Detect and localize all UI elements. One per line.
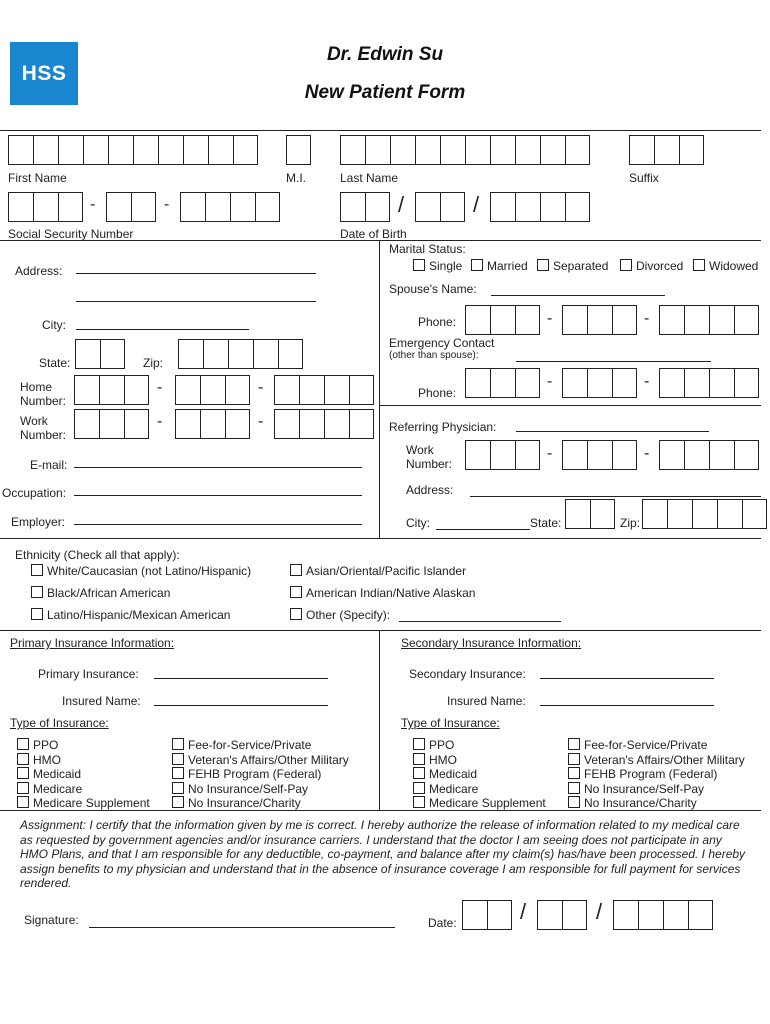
work-dash-1: - — [157, 413, 163, 430]
dob-label: Date of Birth — [340, 227, 407, 241]
divider — [379, 405, 761, 406]
divider — [0, 130, 761, 131]
dob-slash-2: / — [473, 192, 480, 217]
checkbox[interactable] — [568, 782, 580, 794]
ethnicity-heading: Ethnicity (Check all that apply): — [15, 548, 180, 562]
checkbox[interactable] — [31, 564, 43, 576]
option-fee-for-service: Fee-for-Service/Private — [172, 738, 349, 753]
middle-initial-box[interactable] — [286, 135, 311, 165]
checkbox[interactable] — [17, 738, 29, 750]
ssn-part3[interactable] — [180, 192, 280, 222]
physician-phone-part3[interactable] — [659, 440, 759, 470]
option-medicaid: Medicaid — [413, 767, 546, 782]
physician-city-label: City: — [406, 516, 430, 530]
spouse-phone-label: Phone: — [418, 315, 457, 329]
option-ppo: PPO — [413, 738, 546, 753]
referring-physician-line[interactable] — [516, 431, 709, 432]
home-number-part1[interactable] — [74, 375, 149, 405]
emergency-phone-part1[interactable] — [465, 368, 540, 398]
checkbox[interactable] — [537, 259, 549, 271]
checkbox[interactable] — [290, 586, 302, 598]
ethnicity-american-indian[interactable]: American Indian/Native Alaskan — [290, 586, 475, 600]
first-name-boxes[interactable] — [8, 135, 258, 165]
employer-label: Employer: — [11, 515, 66, 529]
suffix-label: Suffix — [629, 171, 659, 185]
work-number-part2[interactable] — [175, 409, 250, 439]
checkbox[interactable] — [693, 259, 705, 271]
ssn-dash-2: - — [164, 196, 170, 213]
physician-state-label: State: — [530, 516, 562, 530]
form-title: New Patient Form — [304, 82, 466, 103]
checkbox[interactable] — [413, 782, 425, 794]
dob-year[interactable] — [490, 192, 590, 222]
checkbox[interactable] — [31, 608, 43, 620]
email-line[interactable] — [74, 467, 362, 468]
physician-city-line[interactable] — [436, 529, 530, 530]
primary-insured-name-line[interactable] — [154, 705, 328, 706]
home-number-label: Home Number: — [20, 380, 67, 408]
ethnicity-other[interactable]: Other (Specify): — [290, 608, 390, 622]
home-dash-1: - — [157, 379, 163, 396]
checkbox[interactable] — [172, 796, 184, 808]
signature-label: Signature: — [24, 913, 79, 927]
work-dash-2: - — [258, 413, 264, 430]
primary-insurance-heading: Primary Insurance Information: — [10, 636, 175, 650]
checkbox[interactable] — [17, 796, 29, 808]
first-name-label: First Name — [8, 171, 67, 185]
checkbox[interactable] — [568, 796, 580, 808]
ssn-part1[interactable] — [8, 192, 83, 222]
primary-insurance-line[interactable] — [154, 678, 328, 679]
date-month[interactable] — [462, 900, 512, 930]
spouse-phone-dash-1: - — [547, 310, 553, 327]
zip-label: Zip: — [143, 356, 164, 370]
hss-logo: HSS — [10, 42, 78, 105]
ssn-dash-1: - — [90, 196, 96, 213]
secondary-insurance-line[interactable] — [540, 678, 714, 679]
dob-month[interactable] — [340, 192, 390, 222]
physician-phone-dash-2: - — [644, 445, 650, 462]
divider — [0, 630, 761, 631]
checkbox[interactable] — [620, 259, 632, 271]
spouse-name-line[interactable] — [491, 295, 665, 296]
emergency-contact-label: Emergency Contact — [389, 336, 495, 350]
option-veterans-affairs: Veteran's Affairs/Other Military — [172, 753, 349, 768]
physician-address-line[interactable] — [470, 496, 761, 497]
emergency-phone-dash-1: - — [547, 373, 553, 390]
doctor-name: Dr. Edwin Su — [326, 44, 444, 65]
emergency-phone-part3[interactable] — [659, 368, 759, 398]
primary-type-of-insurance: Type of Insurance: — [10, 716, 109, 730]
home-number-part2[interactable] — [175, 375, 250, 405]
option-ppo: PPO — [17, 738, 150, 753]
secondary-type-of-insurance: Type of Insurance: — [401, 716, 500, 730]
physician-address-label: Address: — [406, 483, 454, 497]
spouse-name-label: Spouse's Name: — [389, 282, 477, 296]
option-fehb: FEHB Program (Federal) — [568, 767, 745, 782]
physician-zip-boxes[interactable] — [642, 499, 767, 529]
marital-option-divorced[interactable]: Divorced — [620, 259, 683, 273]
physician-phone-part1[interactable] — [465, 440, 540, 470]
option-charity: No Insurance/Charity — [172, 796, 349, 811]
home-dash-2: - — [258, 379, 264, 396]
checkbox[interactable] — [172, 753, 184, 765]
primary-insured-name-label: Insured Name: — [62, 694, 141, 708]
emergency-phone-label: Phone: — [418, 386, 457, 400]
checkbox[interactable] — [568, 767, 580, 779]
option-hmo: HMO — [17, 753, 150, 768]
ethnicity-asian[interactable]: Asian/Oriental/Pacific Islander — [290, 564, 466, 578]
date-label: Date: — [428, 916, 457, 930]
checkbox[interactable] — [413, 259, 425, 271]
marital-status-label: Marital Status: — [389, 242, 466, 256]
state-label: State: — [39, 356, 71, 370]
city-label: City: — [42, 318, 66, 332]
secondary-insurance-heading: Secondary Insurance Information: — [401, 636, 582, 650]
column-divider — [379, 630, 380, 810]
physician-phone-dash-1: - — [547, 445, 553, 462]
divider — [0, 538, 761, 539]
checkbox[interactable] — [290, 564, 302, 576]
employer-line[interactable] — [74, 524, 362, 525]
checkbox[interactable] — [172, 782, 184, 794]
primary-insurance-types-col1[interactable] — [17, 738, 150, 811]
divider — [0, 240, 761, 241]
secondary-insurance-label: Secondary Insurance: — [409, 667, 526, 681]
referring-physician-label: Referring Physician: — [389, 420, 497, 434]
option-medicare-supplement: Medicare Supplement — [17, 796, 150, 811]
ethnicity-latino[interactable]: Latino/Hispanic/Mexican American — [31, 608, 230, 622]
checkbox[interactable] — [413, 753, 425, 765]
secondary-insurance-types-col1[interactable] — [413, 738, 546, 811]
marital-option-separated[interactable]: Separated — [537, 259, 608, 273]
dob-day[interactable] — [415, 192, 465, 222]
ssn-label: Social Security Number — [8, 227, 134, 241]
date-day[interactable] — [537, 900, 587, 930]
physician-state-boxes[interactable] — [565, 499, 615, 529]
date-slash-1: / — [520, 899, 527, 924]
emergency-phone-dash-2: - — [644, 373, 650, 390]
spouse-phone-part1[interactable] — [465, 305, 540, 335]
work-number-part1[interactable] — [74, 409, 149, 439]
secondary-insurance-types-col2[interactable] — [568, 738, 745, 811]
spouse-phone-part3[interactable] — [659, 305, 759, 335]
checkbox[interactable] — [568, 738, 580, 750]
checkbox[interactable] — [413, 738, 425, 750]
option-fehb: FEHB Program (Federal) — [172, 767, 349, 782]
checkbox[interactable] — [172, 767, 184, 779]
checkbox[interactable] — [413, 767, 425, 779]
marital-option-widowed[interactable]: Widowed — [693, 259, 758, 273]
checkbox[interactable] — [17, 753, 29, 765]
ethnicity-other-line[interactable] — [399, 621, 561, 622]
option-self-pay: No Insurance/Self-Pay — [172, 782, 349, 797]
spouse-phone-dash-2: - — [644, 310, 650, 327]
checkbox[interactable] — [290, 608, 302, 620]
address-line-2[interactable] — [76, 301, 316, 302]
option-medicare: Medicare — [413, 782, 546, 797]
home-number-part3[interactable] — [274, 375, 374, 405]
option-medicaid: Medicaid — [17, 767, 150, 782]
ssn-part2[interactable] — [106, 192, 156, 222]
state-boxes[interactable] — [75, 339, 125, 369]
date-slash-2: / — [596, 899, 603, 924]
physician-zip-label: Zip: — [620, 516, 641, 530]
city-line[interactable] — [76, 329, 249, 330]
marital-option-married[interactable]: Married — [471, 259, 528, 273]
mi-label: M.I. — [286, 171, 306, 185]
address-label: Address: — [15, 264, 63, 278]
checkbox[interactable] — [17, 767, 29, 779]
option-medicare-supplement: Medicare Supplement — [413, 796, 546, 811]
checkbox[interactable] — [471, 259, 483, 271]
checkbox[interactable] — [413, 796, 425, 808]
physician-phone-part2[interactable] — [562, 440, 637, 470]
option-charity: No Insurance/Charity — [568, 796, 745, 811]
primary-insurance-types-col2[interactable] — [172, 738, 349, 811]
physician-work-number-label: Work Number: — [406, 443, 453, 471]
work-number-label: Work Number: — [20, 414, 67, 442]
option-self-pay: No Insurance/Self-Pay — [568, 782, 745, 797]
checkbox[interactable] — [568, 753, 580, 765]
work-number-part3[interactable] — [274, 409, 374, 439]
zip-boxes[interactable] — [178, 339, 303, 369]
last-name-boxes[interactable] — [340, 135, 590, 165]
option-hmo: HMO — [413, 753, 546, 768]
column-divider — [379, 240, 380, 538]
suffix-boxes[interactable] — [629, 135, 704, 165]
last-name-label: Last Name — [340, 171, 399, 185]
option-fee-for-service: Fee-for-Service/Private — [568, 738, 745, 753]
checkbox[interactable] — [17, 782, 29, 794]
assignment-statement: Assignment: I certify that the information given by me is correct. I hereby authorize the release of information related to my medical care as requested by government agencies and/or insurance carriers. I understand that the doctor I am seeing does not participate in any HMO Plans, and that I am responsible for any deductible, co-payment, and balance after my claim(s) has/have been processed. I hereby assign benefits to my physician and understand that in the absence of insurance coverage I am responsible for full payment for services rendered. — [20, 818, 746, 891]
emergency-contact-line[interactable] — [516, 361, 711, 362]
secondary-insured-name-label: Insured Name: — [447, 694, 526, 708]
emergency-phone-part2[interactable] — [562, 368, 637, 398]
dob-slash-1: / — [398, 192, 405, 217]
occupation-line[interactable] — [74, 495, 362, 496]
ethnicity-white[interactable]: White/Caucasian (not Latino/Hispanic) — [31, 564, 251, 578]
primary-insurance-label: Primary Insurance: — [38, 667, 139, 681]
address-line-1[interactable] — [76, 273, 316, 274]
secondary-insured-name-line[interactable] — [540, 705, 714, 706]
signature-line[interactable] — [89, 927, 395, 928]
option-veterans-affairs: Veteran's Affairs/Other Military — [568, 753, 745, 768]
option-medicare: Medicare — [17, 782, 150, 797]
date-year[interactable] — [613, 900, 713, 930]
emergency-contact-note: (other than spouse): — [389, 350, 479, 361]
ethnicity-black[interactable]: Black/African American — [31, 586, 170, 600]
marital-option-single[interactable]: Single — [413, 259, 462, 273]
spouse-phone-part2[interactable] — [562, 305, 637, 335]
checkbox[interactable] — [172, 738, 184, 750]
occupation-label: Occupation: — [2, 486, 67, 500]
email-label: E-mail: — [30, 458, 68, 472]
checkbox[interactable] — [31, 586, 43, 598]
